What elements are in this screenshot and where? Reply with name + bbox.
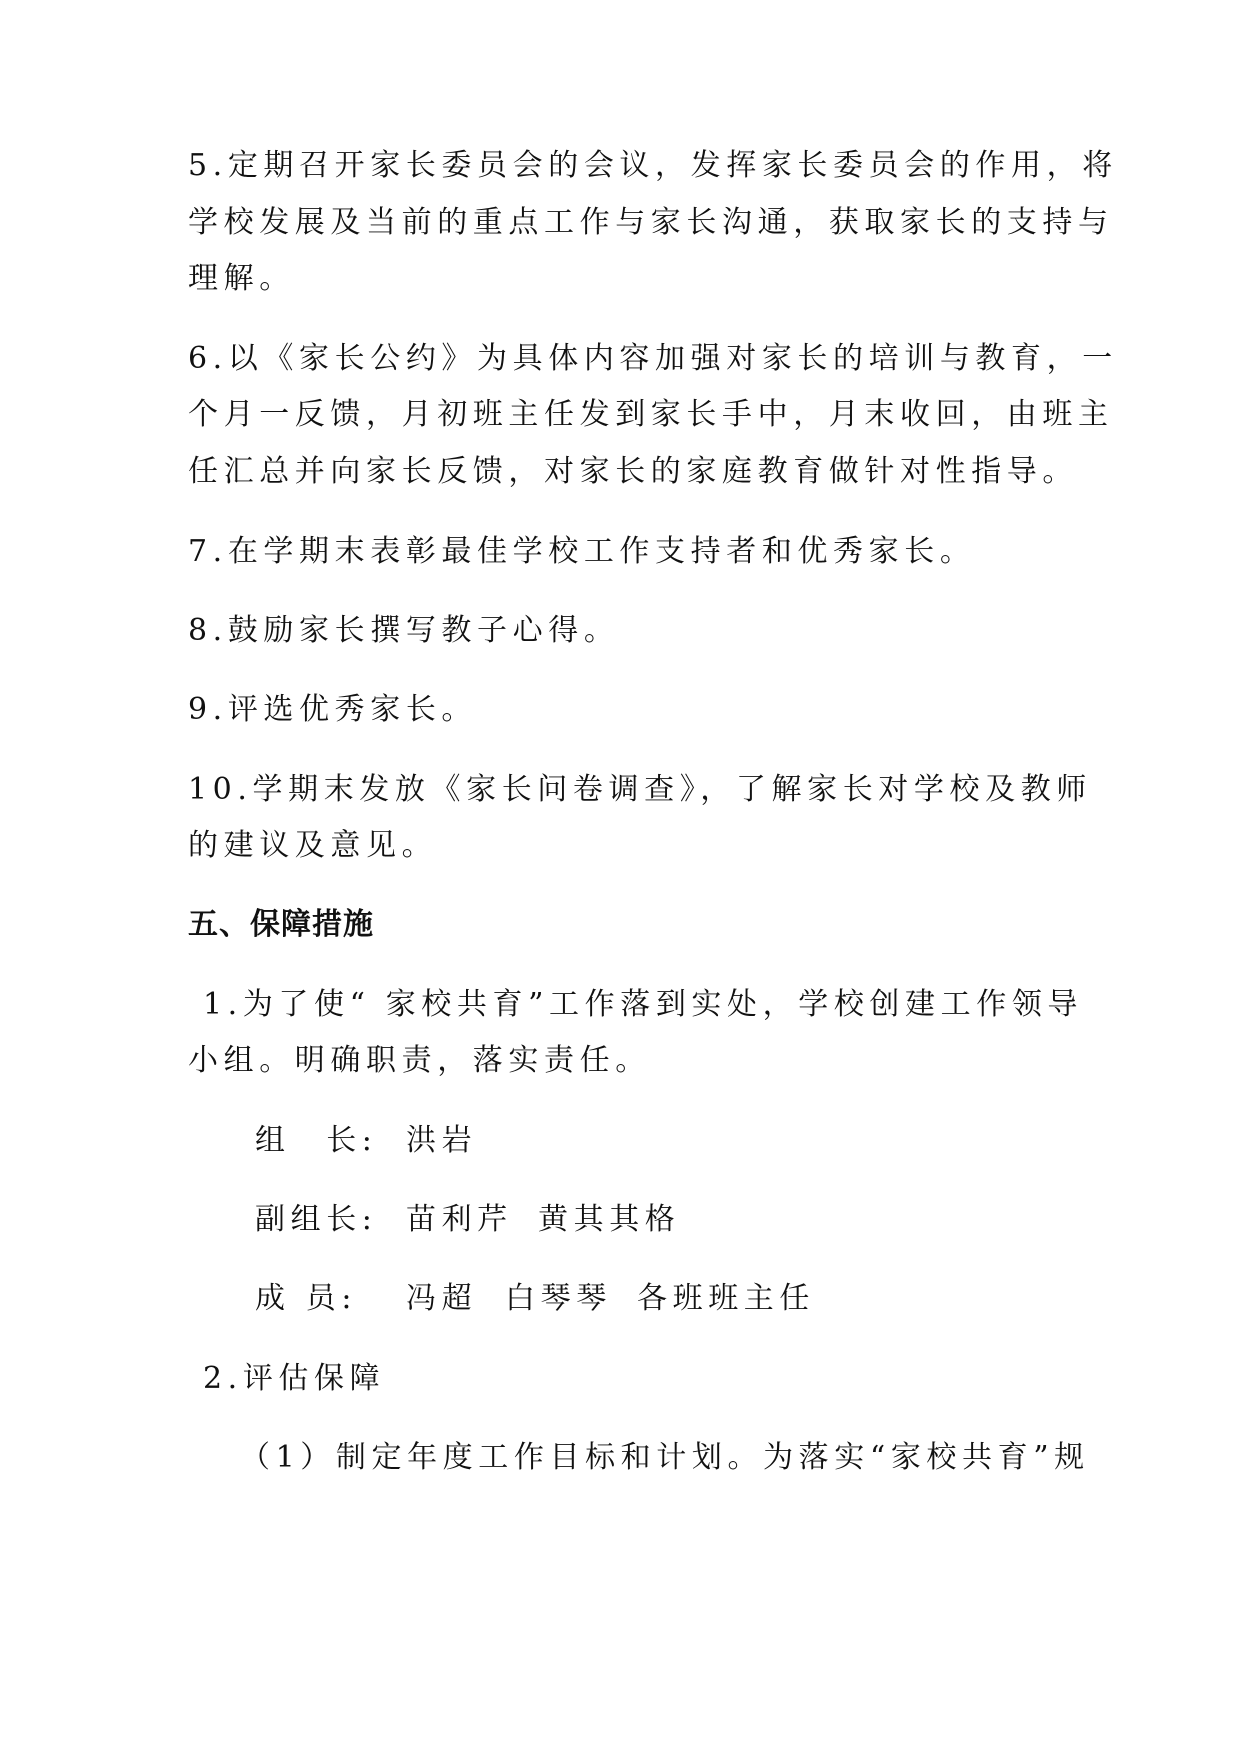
team-members-label: 成 员:	[255, 1281, 358, 1316]
measure-1-line-1: 1.为了使“ 家校共育”工作落到实处，学校创建工作领导	[203, 987, 1084, 1022]
team-deputy-name: 黄其其格	[538, 1202, 681, 1237]
paragraph-10-line-1: 10.学期末发放《家长问卷调查》，了解家长对学校及教师	[188, 772, 1092, 807]
measure-1-line-2: 小组。明确职责，落实责任。	[188, 1043, 651, 1078]
team-member-name: 白琴琴	[505, 1281, 612, 1316]
paragraph-9: 9.评选优秀家长。	[188, 692, 478, 727]
section-heading: 五、保障措施	[188, 907, 374, 942]
paragraph-5-line-3: 理解。	[188, 261, 295, 296]
team-member-name: 冯超	[406, 1281, 478, 1316]
paragraph-5-line-2: 学校发展及当前的重点工作与家长沟通，获取家长的支持与	[188, 205, 1114, 240]
team-deputy-name: 苗利芹	[406, 1202, 513, 1237]
paragraph-10-line-2: 的建议及意见。	[188, 828, 438, 863]
paragraph-6-line-3: 任汇总并向家长反馈，对家长的家庭教育做针对性指导。	[188, 454, 1078, 489]
paragraph-6-line-1: 6.以《家长公约》为具体内容加强对家长的培训与教育，一	[188, 341, 1118, 376]
team-deputy-label: 副组长:	[255, 1202, 378, 1237]
measure-2-item-1: （1）制定年度工作目标和计划。为落实“家校共育”规	[240, 1440, 1090, 1475]
paragraph-7: 7.在学期末表彰最佳学校工作支持者和优秀家长。	[188, 534, 976, 569]
team-leader-label: 组 长:	[255, 1123, 378, 1158]
paragraph-6-line-2: 个月一反馈，月初班主任发到家长手中，月末收回，由班主	[188, 397, 1114, 432]
measure-2-heading: 2.评估保障	[203, 1361, 386, 1396]
team-leader-name: 洪岩	[406, 1123, 478, 1158]
paragraph-8: 8.鼓励家长撰写教子心得。	[188, 613, 620, 648]
team-member-name: 各班班主任	[637, 1281, 815, 1316]
paragraph-5-line-1: 5.定期召开家长委员会的会议，发挥家长委员会的作用，将	[188, 148, 1118, 183]
